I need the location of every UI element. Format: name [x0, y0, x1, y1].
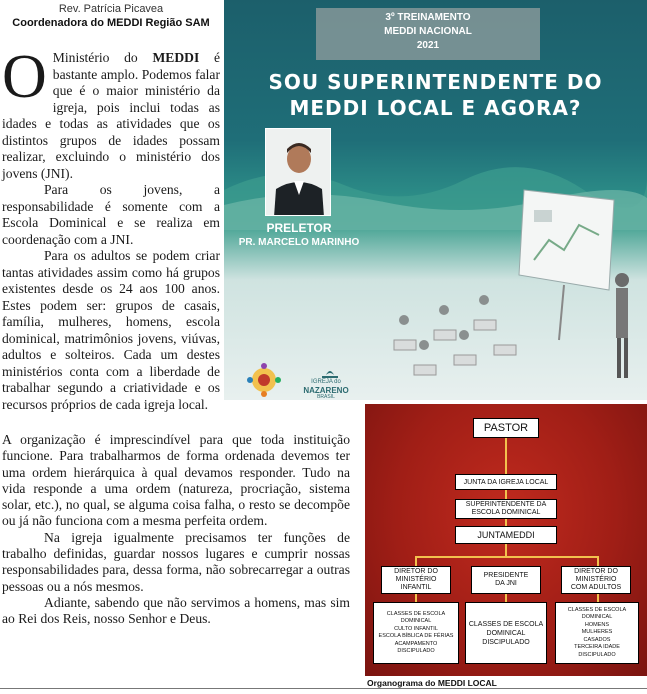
connector-mid-down [505, 594, 507, 602]
junta-label: JUNTA DA IGREJA LOCAL [463, 478, 549, 486]
juntameddi-label: JUNTAMEDDI [477, 530, 535, 540]
brand-line-1: IGREJA do [311, 379, 341, 385]
tag-line-3: 2021 [416, 40, 440, 51]
connector-horizontal [415, 556, 597, 558]
list-item: DISCIPULADO [397, 648, 435, 654]
article-column [2, 43, 221, 413]
list-item: TERCEIRA IDADE [574, 644, 620, 651]
pastor-label: PASTOR [483, 422, 529, 434]
connector-left-down [415, 594, 417, 602]
byline [0, 2, 222, 31]
p1-rest: é bastante amplo. Podemos falar que é o maior ministério da igreja, pois inclui todas as idades e todas as atividades que os distintos grupos de idades possam realizar, excluindo o ministério dos jovens (JNI). [2, 50, 221, 181]
list-item: CLASSES DE ESCOLA [386, 610, 446, 617]
president-jni-box [471, 566, 541, 594]
nazarene-flame-icon [322, 371, 338, 378]
brand-line-3: BRASIL [317, 394, 335, 400]
event-poster [224, 0, 647, 400]
super-line-2: ESCOLA DOMINICAL [471, 509, 541, 516]
connector-left [415, 556, 417, 566]
list-item: ESCOLA BÍBLICA DE FÉRIAS [378, 633, 454, 639]
paragraph-6: Adiante, sabendo que não servimos a homens, mas sim ao Rei dos Reis, nosso Senhor e Deus. [2, 594, 350, 627]
infantil-items-box [373, 602, 459, 664]
org-chart-caption: Organograma do MEDDI LOCAL [367, 678, 497, 688]
adultos-items-box [555, 602, 639, 664]
org-chart [365, 404, 647, 676]
p1-lead: Ministério do [52, 50, 153, 65]
dir-adu-line-2: MINISTÉRIO [575, 576, 617, 583]
author-role: Coordenadora do MEDDI Região SAM [12, 17, 210, 29]
director-adultos-box [561, 566, 631, 594]
paragraph-4: A organização é imprescindível para que toda instituição funcione. Para trabalharmos de forma ordenada devemos ter uma ordem hierárquica à qual devamos responder. Tudo na vida responde a uma ordem (natureza, procriação, sistema solar, etc.), no qual, se alguma coisa falha, o resto se decompõe ou já não funciona com a mesma perfeita ordem. [2, 432, 350, 529]
connector-right-down [597, 594, 599, 602]
brand-line-2: NAZARENO [303, 386, 349, 395]
connector-right [597, 556, 599, 566]
dir-adu-line-1: DIRETOR DO [574, 568, 618, 575]
list-item: HOMENS [584, 621, 610, 628]
dir-inf-line-2: MINISTÉRIO [395, 576, 437, 583]
logos [224, 355, 647, 400]
list-item: CLASSES DE ESCOLA [567, 606, 627, 613]
list-item: DISCIPULADO [578, 651, 616, 658]
director-infantil-box [381, 566, 451, 594]
list-item: MULHERES [581, 629, 613, 636]
junta-box [455, 474, 557, 490]
preletor-label: PRELETOR [266, 221, 332, 235]
headline-line-1: SOU SUPERINTENDENTE DO [268, 70, 603, 94]
list-item: CLASSES DE ESCOLA [468, 620, 544, 628]
paragraph-2: Para os jovens, a responsabilidade é somente com a Escola Dominical e se realiza em coordenação com a JNI. [2, 182, 220, 247]
preletor-name: PR. MARCELO MARINHO [238, 237, 360, 248]
list-item: CULTO INFANTIL [394, 625, 438, 632]
tag-line-1: 3º TREINAMENTO [385, 12, 471, 23]
paragraph-1 [2, 43, 221, 182]
jni-items-box [465, 602, 547, 664]
super-line-1: SUPERINTENDENTE DA [465, 501, 547, 508]
paragraph-5: Na igreja igualmente precisamos ter funções de trabalho definidas, guardar nossos lugares e cumprir nossas responsabilidades para, dessa forma, não sobrecarregar a outras pessoas ou a nós mesmos. [2, 529, 350, 594]
author-name: Rev. Patrícia Picavea [58, 3, 164, 15]
dir-inf-line-1: DIRETOR DO [394, 568, 438, 575]
headline-line-2: MEDDI LOCAL E AGORA? [289, 96, 582, 120]
p1-bold: MEDDI [152, 50, 200, 65]
bottom-rule [0, 688, 647, 689]
paragraph-3: Para os adultos se podem criar tantas atividades assim como há grupos existentes desde os 24 aos 100 anos. Estes podem ser: grupos de casais, família, mulheres, homens, escola dominical, matrimônios jovens, viúvas, adultos e solteiros. Cada um destes ministérios conta com a liberdade de trabalhar segundo a criatividade e os recursos próprios de cada igreja local. [2, 248, 220, 412]
speaker-photo [265, 128, 331, 216]
pres-jni-line-1: PRESIDENTE [483, 572, 529, 579]
pastor-box [473, 418, 539, 438]
list-item: ACAMPAMENTO [394, 640, 438, 647]
article-wide [2, 432, 350, 628]
pres-jni-line-2: DA JNI [495, 580, 517, 587]
tag-line-2: MEDDI NACIONAL [384, 26, 472, 37]
list-item: DOMINICAL [400, 618, 432, 624]
list-item: DOMINICAL [581, 614, 613, 621]
superintendent-box [455, 499, 557, 519]
dir-adu-line-3: COM ADULTOS [570, 584, 622, 591]
list-item: CASADOS [583, 636, 611, 643]
dir-inf-line-3: INFANTIL [400, 584, 432, 591]
list-item: DISCIPULADO [482, 638, 530, 646]
meddi-logo-icon [247, 363, 281, 397]
speaker-portrait-icon [266, 129, 331, 216]
juntameddi-box [455, 526, 557, 544]
list-item: DOMINICAL [486, 629, 526, 637]
drop-cap: O [2, 43, 47, 111]
